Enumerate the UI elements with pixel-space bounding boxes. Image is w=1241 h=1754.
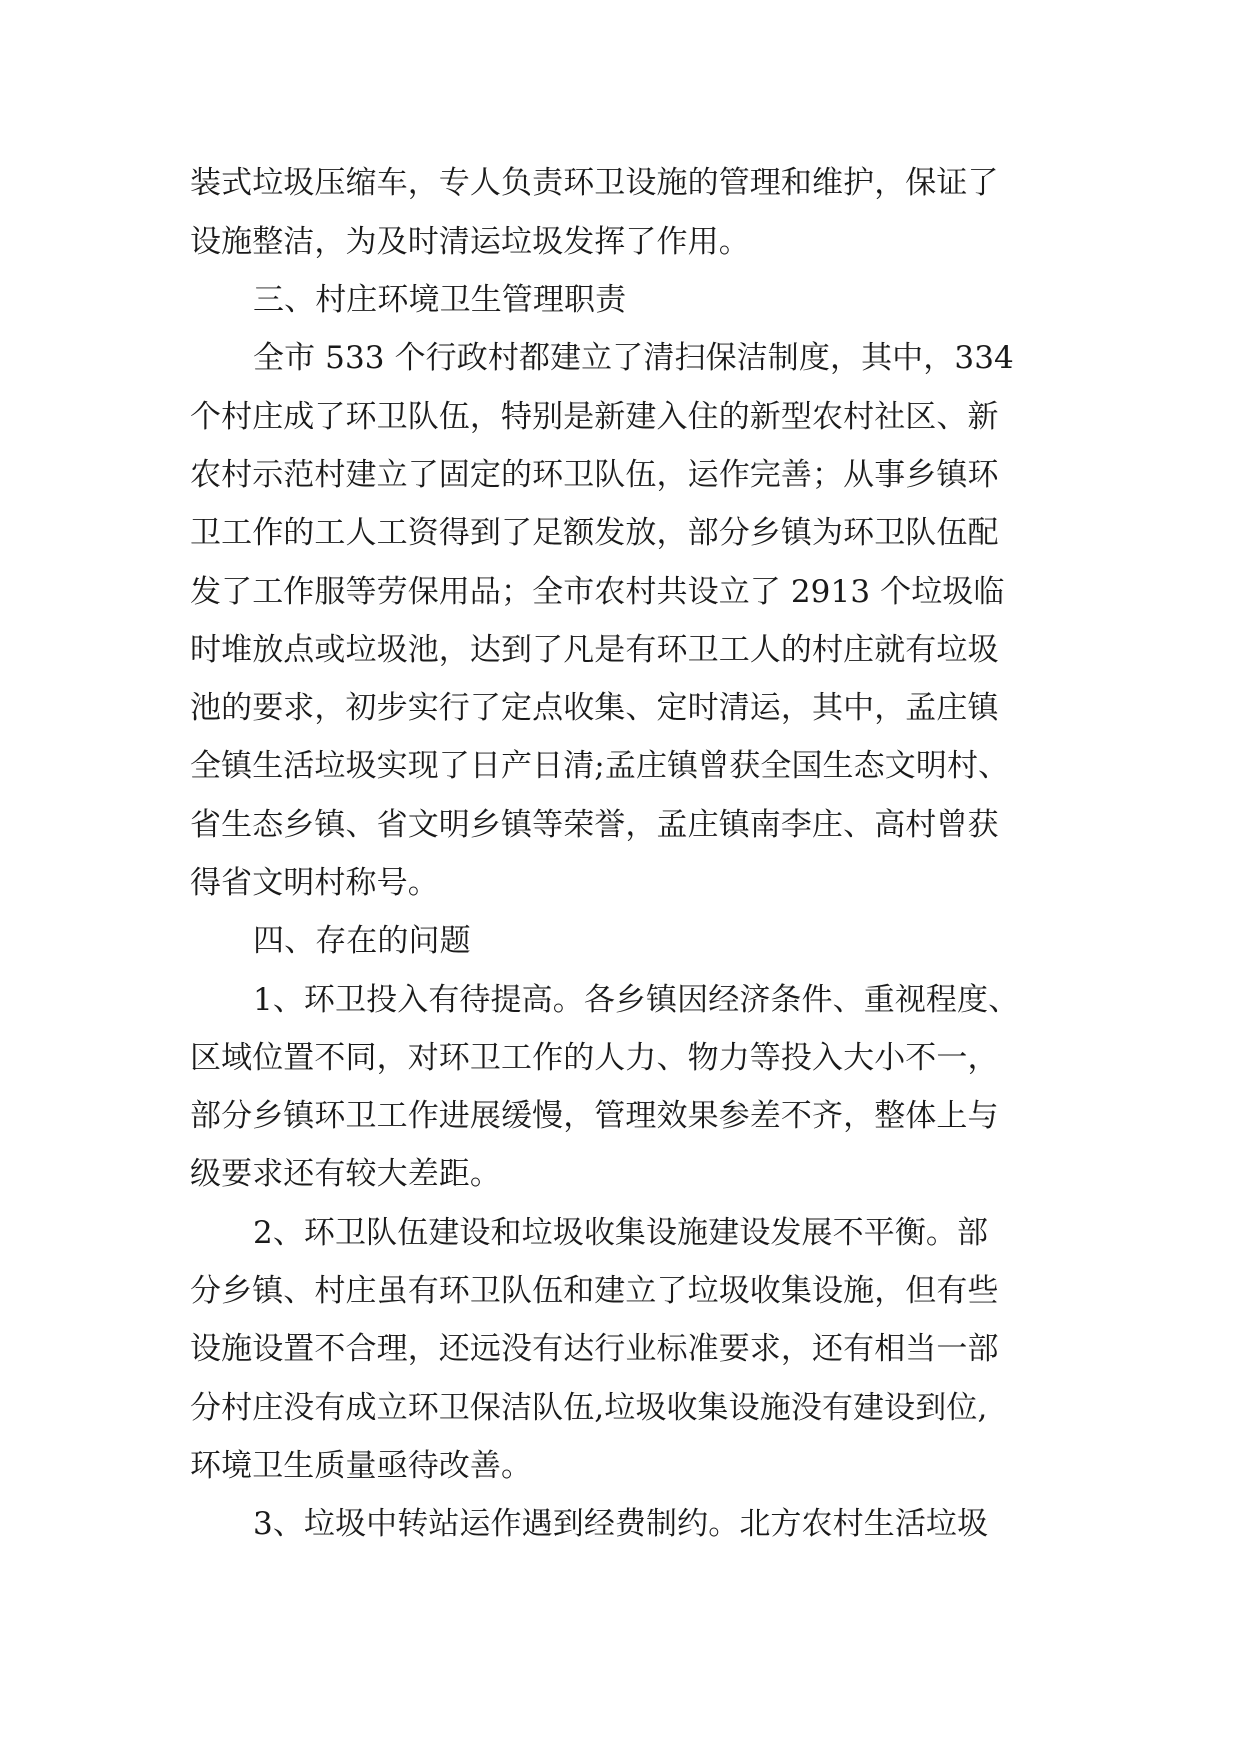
text-line: 分村庄没有成立环卫保洁队伍,垃圾收集设施没有建设到位, <box>190 1390 988 1426</box>
paragraph-first-line: 1、环卫投入有待提高。各乡镇因经济条件、重视程度、 <box>253 982 1020 1018</box>
text-line: 级要求还有较大差距。 <box>190 1156 501 1192</box>
text-line: 个村庄成了环卫队伍，特别是新建入住的新型农村社区、新 <box>190 399 999 435</box>
text-line: 农村示范村建立了固定的环卫队伍，运作完善；从事乡镇环 <box>190 457 999 493</box>
paragraph-first-line: 全市 533 个行政村都建立了清扫保洁制度，其中，334 <box>253 340 1014 376</box>
paragraph-first-line: 2、环卫队伍建设和垃圾收集设施建设发展不平衡。部 <box>253 1215 989 1251</box>
text-line: 设施整洁，为及时清运垃圾发挥了作用。 <box>190 224 750 260</box>
section-heading: 三、村庄环境卫生管理职责 <box>253 282 627 318</box>
text-line: 卫工作的工人工资得到了足额发放，部分乡镇为环卫队伍配 <box>190 515 999 551</box>
text-line: 全镇生活垃圾实现了日产日清;孟庄镇曾获全国生态文明村、 <box>190 748 1010 784</box>
text-line: 设施设置不合理，还远没有达行业标准要求，还有相当一部 <box>190 1331 999 1367</box>
text-line: 时堆放点或垃圾池，达到了凡是有环卫工人的村庄就有垃圾 <box>190 632 999 668</box>
text-line: 分乡镇、村庄虽有环卫队伍和建立了垃圾收集设施，但有些 <box>190 1273 999 1309</box>
text-line: 部分乡镇环卫工作进展缓慢，管理效果参差不齐，整体上与 <box>190 1098 999 1134</box>
text-line: 省生态乡镇、省文明乡镇等荣誉，孟庄镇南李庄、高村曾获 <box>190 807 999 843</box>
text-line: 得省文明村称号。 <box>190 865 439 901</box>
text-line: 环境卫生质量亟待改善。 <box>190 1448 533 1484</box>
text-line: 区域位置不同，对环卫工作的人力、物力等投入大小不一， <box>190 1040 999 1076</box>
text-line: 装式垃圾压缩车，专人负责环卫设施的管理和维护，保证了 <box>190 165 999 201</box>
text-line: 发了工作服等劳保用品；全市农村共设立了 2913 个垃圾临 <box>190 574 1005 610</box>
paragraph-first-line: 3、垃圾中转站运作遇到经费制约。北方农村生活垃圾 <box>253 1506 989 1542</box>
text-line: 池的要求，初步实行了定点收集、定时清运，其中，孟庄镇 <box>190 690 999 726</box>
section-heading: 四、存在的问题 <box>253 923 471 959</box>
